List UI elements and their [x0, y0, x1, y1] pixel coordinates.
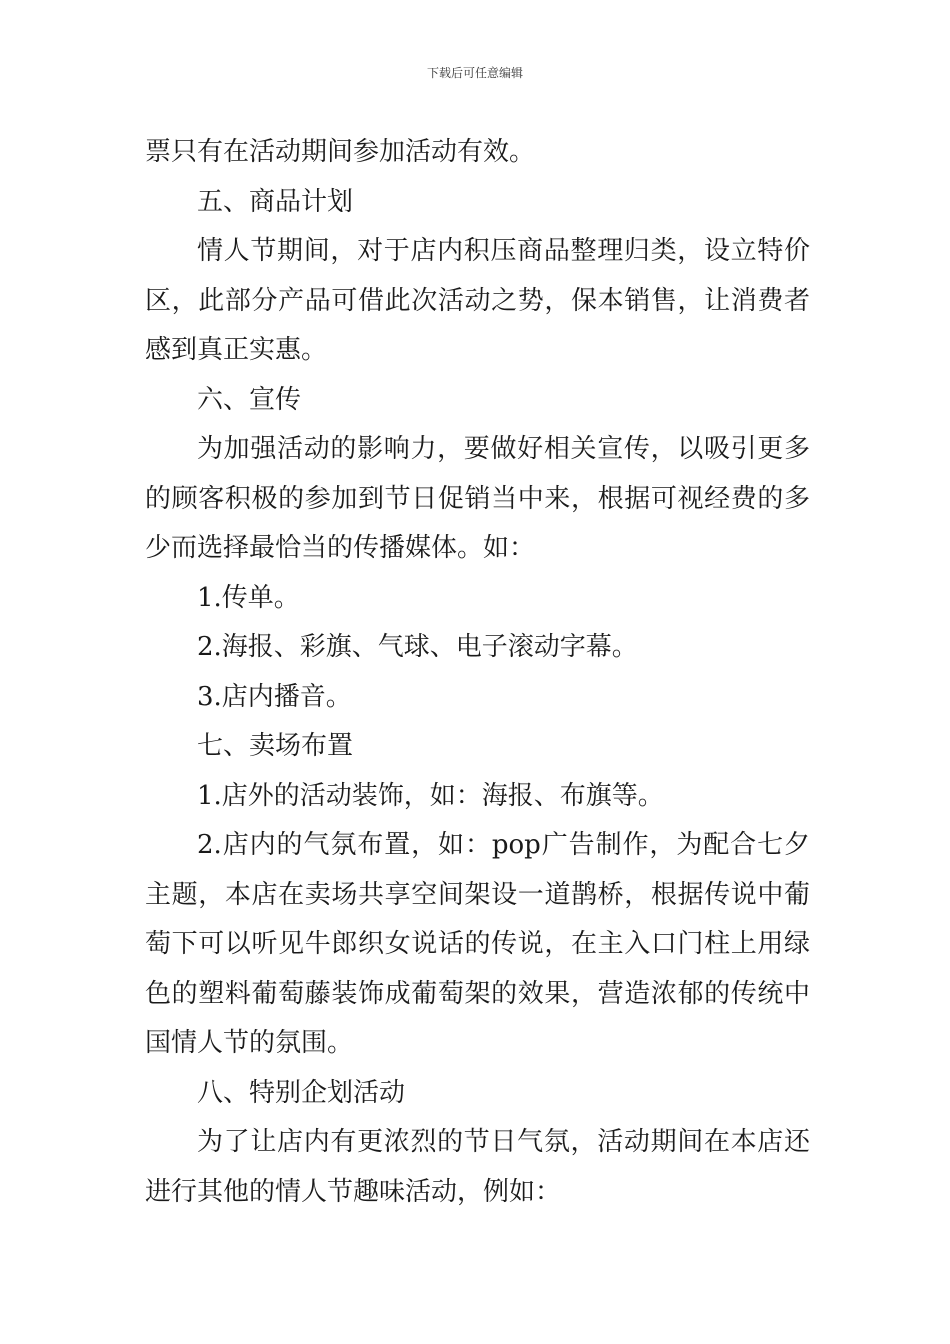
paragraph: 情人节期间，对于店内积压商品整理归类，设立特价区，此部分产品可借此次活动之势，保本销售，让消费者感到真正实惠。 — [145, 236, 810, 365]
paragraph: 为加强活动的影响力，要做好相关宣传，以吸引更多的顾客积极的参加到节日促销当中来，根据可视经费的多少而选择最恰当的传播媒体。如： — [145, 434, 810, 563]
section-heading-7: 七、卖场布置 — [197, 731, 354, 761]
document-body — [145, 128, 810, 1217]
list-item: 2.店内的气氛布置，如：pop广告制作，为配合七夕主题，本店在卖场共享空间架设一道鹊桥，根据传说中葡萄下可以听见牛郎织女说话的传说，在主入口门柱上用绿色的塑料葡萄藤装饰成葡萄架的效果，营造浓郁的传统中国情人节的氛围。 — [145, 830, 810, 1058]
section-heading-6: 六、宣传 — [197, 384, 302, 415]
paragraph: 为了让店内有更浓烈的节日气氛，活动期间在本店还进行其他的情人节趣味活动，例如： — [145, 1127, 810, 1207]
section-heading-5: 五、商品计划 — [197, 186, 354, 217]
list-item: 2.海报、彩旗、气球、电子滚动字幕。 — [197, 632, 638, 662]
page-header-note: 下载后可任意编辑 — [426, 66, 523, 80]
paragraph: 票只有在活动期间参加活动有效。 — [145, 137, 536, 167]
list-item: 1.传单。 — [197, 582, 300, 613]
section-heading-8: 八、特别企划活动 — [197, 1077, 406, 1108]
list-item: 1.店外的活动装饰，如：海报、布旗等。 — [197, 780, 664, 811]
list-item: 3.店内播音。 — [197, 681, 352, 712]
